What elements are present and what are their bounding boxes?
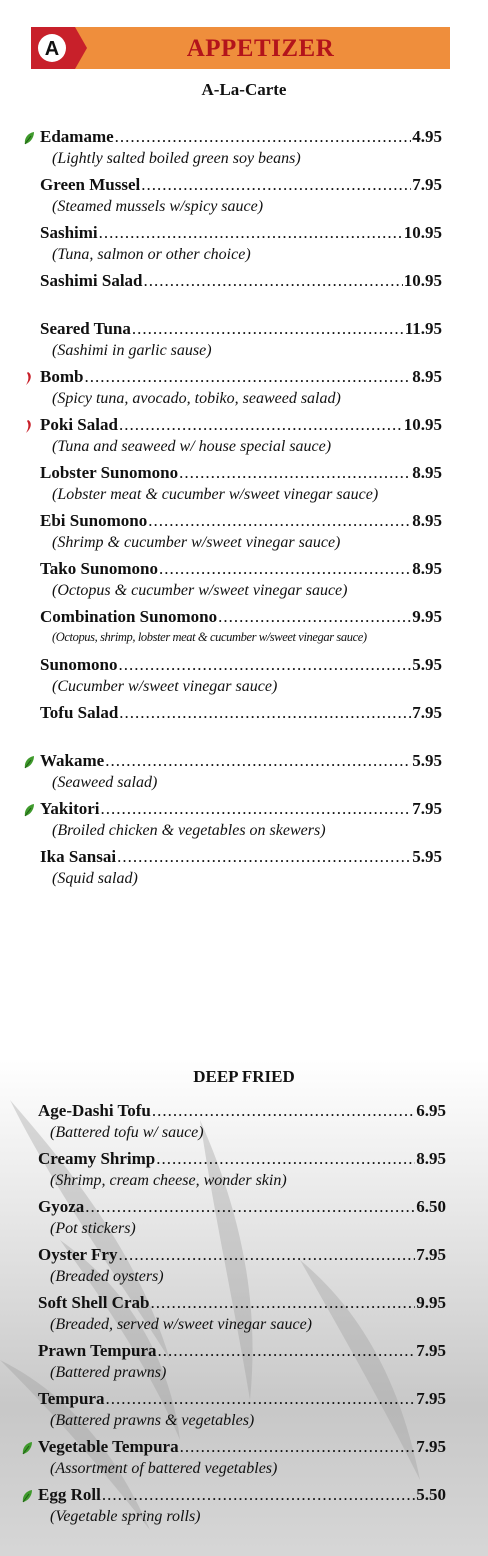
menu-item-description: (Assortment of battered vegetables) [50,1460,278,1477]
menu-item-description: (Octopus, shrimp, lobster meat & cucumber w/sweet vinegar sauce) [52,630,367,644]
dot-leader [144,270,403,292]
menu-item-description: (Steamed mussels w/spicy sauce) [52,198,264,215]
menu-item-row [40,846,442,868]
menu-item-description: (Seaweed salad) [52,774,158,791]
menu-item-row [40,606,442,628]
menu-item-description: (Breaded, served w/sweet vinegar sauce) [50,1316,312,1333]
menu-item-price: 7.95 [412,799,442,818]
menu-item-price: 5.50 [416,1485,446,1504]
menu-item-name: Ika Sansai [40,847,117,866]
menu-item-name: Edamame [40,127,114,146]
spicy-pepper-icon [23,370,35,386]
menu-item-price: 9.95 [412,607,442,626]
menu-item-description: (Broiled chicken & vegetables on skewers) [52,822,326,839]
dot-leader [152,1100,415,1122]
menu-item-description: (Tuna, salmon or other choice) [52,246,251,263]
dot-leader [159,558,411,580]
menu-item [38,1100,446,1124]
menu-item-price: 5.95 [412,847,442,866]
menu-item [38,1148,446,1172]
menu-item-price: 7.95 [416,1245,446,1264]
menu-item-description: (Shrimp, cream cheese, wonder skin) [50,1172,287,1189]
dot-leader [141,174,411,196]
menu-item-row [40,414,442,436]
dot-leader [99,222,403,244]
menu-item [38,1196,446,1220]
menu-item-description: (Battered prawns & vegetables) [50,1412,255,1429]
menu-item-row [38,1100,446,1122]
menu-item-name: Ebi Sunomono [40,511,148,530]
menu-item [40,654,442,678]
menu-item-name: Tempura [38,1389,105,1408]
dot-leader [119,414,403,436]
menu-item-name: Green Mussel [40,175,141,194]
menu-item-price: 7.95 [412,175,442,194]
menu-item [40,174,442,198]
menu-item-row [38,1196,446,1218]
menu-item-description: (Lightly salted boiled green soy beans) [52,150,301,167]
badge-letter: A [44,38,60,60]
dot-leader [119,702,411,724]
menu-item-description: (Pot stickers) [50,1220,136,1237]
menu-item-row [40,558,442,580]
vegetarian-leaf-icon [21,1440,33,1456]
menu-item-price: 8.95 [412,463,442,482]
menu-item-description: (Vegetable spring rolls) [50,1508,201,1525]
menu-item-price: 7.95 [416,1389,446,1408]
dot-leader [150,1292,415,1314]
menu-item [40,366,442,390]
menu-item [40,222,442,246]
menu-item-price: 8.95 [412,367,442,386]
menu-item-name: Yakitori [40,799,100,818]
menu-item-row [40,462,442,484]
menu-item [38,1484,446,1508]
menu-item-name: Poki Salad [40,415,118,434]
menu-item-row [40,126,442,148]
menu-item [40,558,442,582]
menu-item [40,702,442,726]
dot-leader [156,1148,415,1170]
vegetarian-leaf-icon [23,754,35,770]
menu-item-price: 6.50 [416,1197,446,1216]
menu-item-price: 11.95 [404,319,442,338]
menu-item [40,126,442,150]
dot-leader [105,750,411,772]
dot-leader [148,510,411,532]
menu-item-price: 7.95 [412,703,442,722]
menu-item-name: Prawn Tempura [38,1341,157,1360]
menu-item [40,606,442,630]
menu-item-name: Age-Dashi Tofu [38,1101,151,1120]
dot-leader [101,798,412,820]
vegetarian-leaf-icon [21,1488,33,1504]
menu-item-price: 10.95 [403,223,442,242]
dot-leader [102,1484,415,1506]
menu-item-description: (Cucumber w/sweet vinegar sauce) [52,678,278,695]
menu-item [40,270,442,294]
spicy-pepper-icon [23,418,35,434]
menu-item-name: Sashimi Salad [40,271,143,290]
menu-item-name: Sunomono [40,655,118,674]
menu-item-price: 7.95 [416,1341,446,1360]
menu-item-row [40,750,442,772]
dot-leader [132,318,404,340]
dot-leader [218,606,411,628]
menu-item [38,1244,446,1268]
menu-item-row [40,510,442,532]
menu-item-description: (Squid salad) [52,870,138,887]
dot-leader [180,1436,416,1458]
menu-item-row [38,1148,446,1170]
menu-item-description: (Sashimi in garlic sause) [52,342,212,359]
dot-leader [85,1196,415,1218]
menu-item-row [40,318,442,340]
menu-item-price: 6.95 [416,1101,446,1120]
menu-item-price: 8.95 [412,559,442,578]
menu-item-price: 5.95 [412,655,442,674]
menu-item-name: Combination Sunomono [40,607,218,626]
section-title: APPETIZER [186,35,335,62]
menu-item-name: Seared Tuna [40,319,131,338]
menu-item-price: 7.95 [416,1437,446,1456]
menu-item-description: (Octopus & cucumber w/sweet vinegar sauce) [52,582,348,599]
section-subtitle: A-La-Carte [201,80,287,99]
menu-item-name: Soft Shell Crab [38,1293,150,1312]
menu-item [40,510,442,534]
menu-item-name: Bomb [40,367,84,386]
menu-item-name: Egg Roll [38,1485,101,1504]
vegetarian-leaf-icon [23,130,35,146]
menu-item-row [40,798,442,820]
menu-item-name: Vegetable Tempura [38,1437,179,1456]
menu-item-row [40,702,442,724]
menu-item-description: (Shrimp & cucumber w/sweet vinegar sauce) [52,534,341,551]
menu-item-row [38,1244,446,1266]
menu-item [40,414,442,438]
menu-item-name: Gyoza [38,1197,85,1216]
menu-item-row [38,1388,446,1410]
menu-item-price: 8.95 [416,1149,446,1168]
menu-item [38,1436,446,1460]
menu-item-name: Oyster Fry [38,1245,118,1264]
dot-leader [115,126,412,148]
menu-item-row [40,270,442,292]
dot-leader [158,1340,416,1362]
menu-item [40,462,442,486]
menu-item-row [40,654,442,676]
menu-item-price: 8.95 [412,511,442,530]
dot-leader [118,654,411,676]
menu-item-description: (Tuna and seaweed w/ house special sauce) [52,438,332,455]
menu-item-row [40,366,442,388]
menu-item-name: Tofu Salad [40,703,119,722]
menu-item [40,750,442,774]
menu-item [40,798,442,822]
dot-leader [84,366,411,388]
menu-item-description: (Battered prawns) [50,1364,167,1381]
menu-item [40,318,442,342]
menu-item-row [38,1340,446,1362]
menu-item-name: Wakame [40,751,105,770]
menu-item-description: (Battered tofu w/ sauce) [50,1124,204,1141]
menu-item [38,1292,446,1316]
menu-item-row [38,1484,446,1506]
menu-item-row [38,1292,446,1314]
menu-item-price: 5.95 [412,751,442,770]
menu-item-name: Creamy Shrimp [38,1149,156,1168]
deep-fried-title: DEEP FRIED [193,1067,295,1086]
dot-leader [179,462,411,484]
appetizer-banner [31,27,450,69]
dot-leader [117,846,411,868]
menu-item-description: (Spicy tuna, avocado, tobiko, seaweed salad) [52,390,341,407]
menu-item-price: 9.95 [416,1293,446,1312]
menu-item-description: (Lobster meat & cucumber w/sweet vinegar sauce) [52,486,379,503]
menu-item-name: Sashimi [40,223,98,242]
dot-leader [105,1388,415,1410]
menu-item-description: (Breaded oysters) [50,1268,164,1285]
menu-item-row [40,174,442,196]
menu-item-row [38,1436,446,1458]
menu-item-name: Tako Sunomono [40,559,158,578]
menu-item-price: 10.95 [403,415,442,434]
menu-item-price: 4.95 [412,127,442,146]
vegetarian-leaf-icon [23,802,35,818]
menu-item-name: Lobster Sunomono [40,463,179,482]
menu-item [38,1388,446,1412]
menu-item-row [40,222,442,244]
menu-item [40,846,442,870]
menu-item-price: 10.95 [403,271,442,290]
dot-leader [118,1244,415,1266]
menu-item [38,1340,446,1364]
